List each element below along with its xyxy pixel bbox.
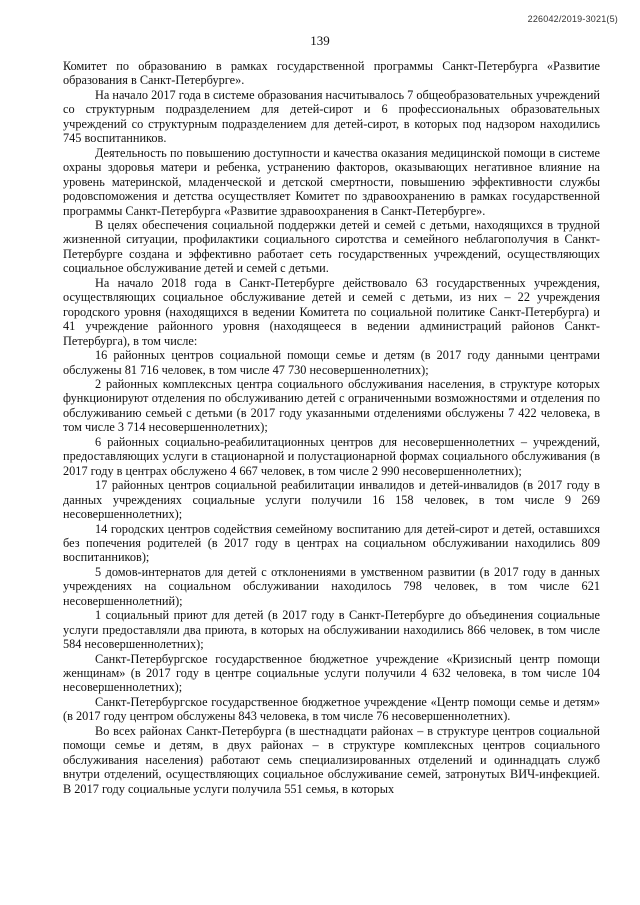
page-number: 139 <box>310 33 330 48</box>
list-item: 14 городских центров содействия семейному воспитанию для детей-сирот и детей, оставшихся без попечения родителей (в 2017 году в центрах на социальном обслуживании находились 809 воспитанников); <box>63 521 600 565</box>
list-item: 6 районных социально-реабилитационных центров для несовершеннолетних – учреждений, предоставляющих услуги в стационарной и полустационарной формах социального обслуживания (в 2017 году в центрах обслужено 4 667 человек, в том числе 2 990 несовершеннолетних); <box>63 434 600 478</box>
document-id: 226042/2019-3021(5) <box>527 14 618 24</box>
list-item: 1 социальный приют для детей (в 2017 году в Санкт-Петербурге до объединения социальные услуги предоставляли два приюта, в которых на обслуживании находились 866 человек, в том числе 584 несовершеннолетних); <box>63 608 600 652</box>
paragraph: Комитет по образованию в рамках государственной программы Санкт-Петербурга «Развитие образования в Санкт-Петербурге». <box>63 59 600 88</box>
list-item: 5 домов-интернатов для детей с отклонениями в умственном развитии (в 2017 году в данных учреждениях на социальном обслуживании находилось 798 человек, в том числе 621 несовершеннолетний); <box>63 564 600 608</box>
list-item: Санкт-Петербургское государственное бюджетное учреждение «Кризисный центр помощи женщинам» (в 2017 году в центре социальные услуги получили 4 632 человека, в том числе 104 несовершеннолетних); <box>63 651 600 695</box>
list-item: 16 районных центров социальной помощи семье и детям (в 2017 году данными центрами обслужены 81 716 человек, в том числе 47 730 несовершеннолетних); <box>63 348 600 377</box>
document-body <box>63 59 600 796</box>
paragraph: В целях обеспечения социальной поддержки детей и семей с детьми, находящихся в трудной жизненной ситуации, профилактики социального сиротства и семейного неблагополучия в Санкт-Петербурге создана и эффективно работает сеть государственных учреждений, осуществляющих социальное обслуживание детей и семей с детьми. <box>63 217 600 276</box>
paragraph: Во всех районах Санкт-Петербурга (в шестнадцати районах – в структуре центров социальной помощи семье и детям, в двух районах – в структуре комплексных центров социального обслуживания населения) работают семь специализированных отделений и одиннадцать служб внутри отделений, осуществляющих социальное обслуживание семей, затронутых ВИЧ-инфекцией. В 2017 году социальные услуги получила 551 семья, в которых <box>63 723 600 796</box>
paragraph: На начало 2018 года в Санкт-Петербурге действовало 63 государственных учреждения, осуществляющих социальное обслуживание детей и семей с детьми, из них – 22 учреждения городского уровня (находящихся в ведении Комитета по социальной политике Санкт-Петербурга) и 41 учреждение районного уровня (находящееся в ведении администраций районов Санкт-Петербурга), в том числе: <box>63 275 600 348</box>
list-item: Санкт-Петербургское государственное бюджетное учреждение «Центр помощи семье и детям» (в 2017 году центром обслужены 843 человека, в том числе 76 несовершеннолетних). <box>63 694 600 724</box>
list-item: 2 районных комплексных центра социального обслуживания населения, в структуре которых функционируют отделения по обслуживанию детей с ограниченными возможностями и отделения по обслуживанию семьей с детьми (в 2017 году указанными отделениями обслужены 7 422 человека, в том числе 3 714 несовершеннолетних); <box>63 376 600 435</box>
paragraph: Деятельность по повышению доступности и качества оказания медицинской помощи в системе охраны здоровья матери и ребенка, устранению факторов, оказывающих негативное влияние на уровень материнской, младенческой и детской смертности, повышению эффективности службы родовспоможения и детства осуществляет Комитет по здравоохранению в рамках государственной программы Санкт-Петербурга «Развитие здравоохранения в Санкт-Петербурге». <box>63 145 600 218</box>
list-item: 17 районных центров социальной реабилитации инвалидов и детей-инвалидов (в 2017 году в данных учреждениях социальные услуги получили 16 158 человек, в том числе 9 269 несовершеннолетних); <box>63 478 600 522</box>
paragraph: На начало 2017 года в системе образования насчитывалось 7 общеобразовательных учреждений со структурным подразделением для детей-сирот и 6 профессиональных образовательных учреждений со структурным подразделением для детей-сирот, в которых под надзором находились 745 воспитанников. <box>63 87 600 146</box>
